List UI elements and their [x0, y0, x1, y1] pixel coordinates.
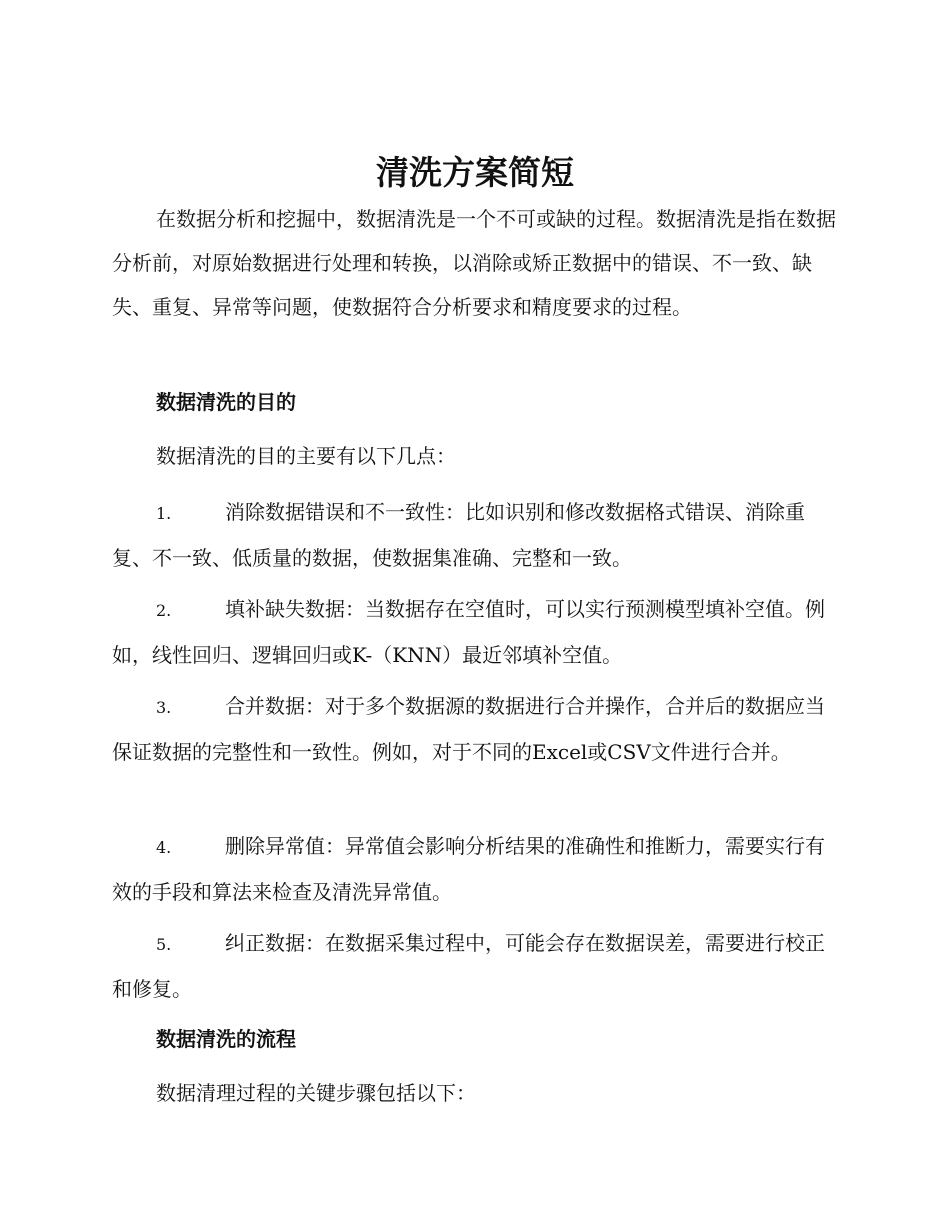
- list-item-text: 删除异常值：异常值会影响分析结果的准确性和推断力，需要实行有效的手段和算法来检查及清洗异常值。: [112, 834, 825, 904]
- intro-paragraph: 在数据分析和挖掘中，数据清洗是一个不可或缺的过程。数据清洗是指在数据分析前，对原始数据进行处理和转换，以消除或矫正数据中的错误、不一致、缺失、重复、异常等问题，使数据符合分析要求和精度要求的过程。: [112, 207, 836, 319]
- list-item-number: 1.: [156, 504, 172, 523]
- list-item: [112, 587, 836, 677]
- list-item-text: 合并数据：对于多个数据源的数据进行合并操作，合并后的数据应当保证数据的完整性和一致性。例如，对于不同的Excel或CSV文件进行合并。: [112, 694, 825, 764]
- section-heading-process: 数据清洗的流程: [156, 1027, 296, 1051]
- list-item: [112, 684, 836, 774]
- list-item-number: 4.: [156, 838, 172, 857]
- list-item-number: 3.: [156, 698, 172, 717]
- list-item: [112, 824, 836, 914]
- list-item-text: 填补缺失数据：当数据存在空值时，可以实行预测模型填补空值。例如，线性回归、逻辑回归或K-（KNN）最近邻填补空值。: [112, 597, 825, 667]
- purpose-lead-paragraph: 数据清洗的目的主要有以下几点：: [156, 444, 456, 468]
- list-item: [112, 921, 836, 1011]
- list-item-number: 2.: [156, 601, 172, 620]
- process-lead-paragraph: 数据清理过程的关键步骤包括以下：: [156, 1081, 476, 1105]
- list-item-text: 消除数据错误和不一致性：比如识别和修改数据格式错误、消除重复、不一致、低质量的数据，使数据集准确、完整和一致。: [112, 500, 805, 570]
- section-heading-purpose: 数据清洗的目的: [156, 390, 296, 414]
- list-item-text: 纠正数据：在数据采集过程中，可能会存在数据误差，需要进行校正和修复。: [112, 931, 825, 1001]
- document-title: 清洗方案简短: [376, 153, 574, 192]
- list-item: [112, 490, 836, 580]
- list-item-number: 5.: [156, 935, 172, 954]
